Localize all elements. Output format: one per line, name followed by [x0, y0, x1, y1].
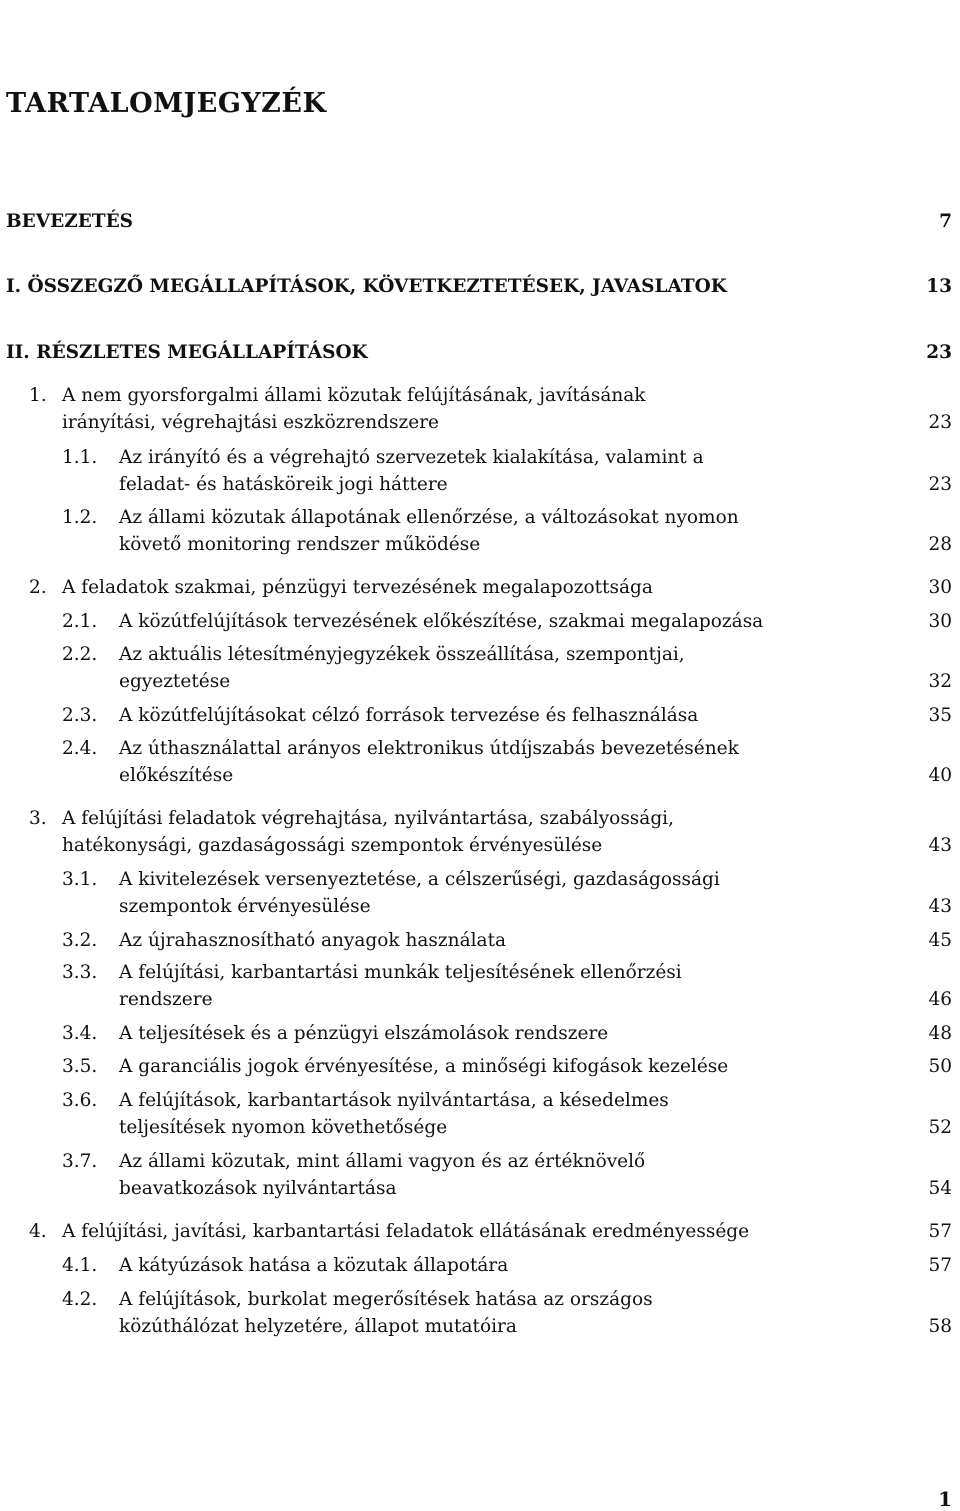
toc-entry-number: 3. [29, 808, 47, 829]
toc-entry-title: Az úthasználattal arányos elektronikus útdíjszabás bevezetésének előkészítése [119, 738, 739, 786]
toc-entry-3-1 [62, 866, 952, 920]
toc-entry-title: Az aktuális létesítményjegyzékek összeállítása, szempontjai, egyeztetése [119, 644, 685, 692]
toc-entry-number: 3.6. [62, 1090, 98, 1111]
toc-entry-page: 58 [928, 1316, 952, 1337]
toc-entry-page: 43 [928, 835, 952, 856]
toc-entry-title: II. RÉSZLETES MEGÁLLAPÍTÁSOK [6, 342, 368, 363]
toc-entry-page: 32 [928, 671, 952, 692]
toc-entry-chapter-ii [6, 339, 952, 366]
toc-entry-3-7 [62, 1148, 952, 1202]
toc-entry-title: A nem gyorsforgalmi állami közutak felújításának, javításának irányítási, végrehajtási eszközrendszere [62, 385, 646, 433]
toc-entry-page: 54 [928, 1178, 952, 1199]
toc-entry-title: A kátyúzások hatása a közutak állapotára [119, 1255, 509, 1276]
toc-entry-title: Az újrahasznosítható anyagok használata [119, 930, 507, 951]
toc-entry-2-4 [62, 735, 952, 789]
toc-entry-page: 13 [926, 276, 952, 297]
toc-entry-number: 4. [29, 1221, 47, 1242]
toc-entry-title: BEVEZETÉS [6, 211, 134, 232]
toc-entry-title: A teljesítések és a pénzügyi elszámolások rendszere [119, 1023, 609, 1044]
toc-entry-title: A garanciális jogok érvényesítése, a minőségi kifogások kezelése [119, 1056, 729, 1077]
toc-entry-title: I. ÖSSZEGZŐ MEGÁLLAPÍTÁSOK, KÖVETKEZTETÉSEK, JAVASLATOK [6, 276, 727, 297]
toc-entry-number: 3.5. [62, 1056, 98, 1077]
toc-entry-title: A kivitelezések versenyeztetése, a célszerűségi, gazdaságossági szempontok érvényesülése [119, 869, 720, 917]
toc-entry-number: 4.1. [62, 1255, 98, 1276]
toc-entry-number: 2.2. [62, 644, 98, 665]
toc-entry-title: A közútfelújítások tervezésének előkészítése, szakmai megalapozása [119, 611, 764, 632]
toc-entry-number: 3.1. [62, 869, 98, 890]
toc-entry-page: 57 [928, 1221, 952, 1242]
toc-entry-4 [29, 1218, 952, 1245]
toc-entry-number: 2.3. [62, 705, 98, 726]
toc-entry-3-5 [62, 1053, 952, 1080]
toc-entry-3-4 [62, 1020, 952, 1047]
toc-entry-title: A felújítási, javítási, karbantartási feladatok ellátásának eredményessége [62, 1221, 750, 1242]
toc-entry-page: 40 [928, 765, 952, 786]
toc-entry-page: 50 [928, 1056, 952, 1077]
toc-entry-title: Az állami közutak állapotának ellenőrzése, a változásokat nyomon követő monitoring rendszer működése [119, 507, 739, 555]
toc-entry-page: 45 [928, 930, 952, 951]
toc-entry-chapter-i [6, 273, 952, 300]
toc-entry-number: 3.3. [62, 962, 98, 983]
toc-entry-2-2 [62, 641, 952, 695]
toc-entry-number: 3.4. [62, 1023, 98, 1044]
toc-entry-number: 2. [29, 577, 47, 598]
toc-entry-title: Az irányító és a végrehajtó szervezetek kialakítása, valamint a feladat- és hatásköreik jogi háttere [119, 447, 704, 495]
toc-entry-number: 3.2. [62, 930, 98, 951]
toc-entry-3-6 [62, 1087, 952, 1141]
toc-entry-bevezetes [6, 208, 952, 235]
toc-entry-number: 2.1. [62, 611, 98, 632]
toc-entry-page: 30 [928, 577, 952, 598]
toc-entry-page: 23 [926, 342, 952, 363]
toc-entry-number: 4.2. [62, 1289, 98, 1310]
toc-entry-page: 48 [928, 1023, 952, 1044]
toc-entry-page: 46 [928, 989, 952, 1010]
toc-entry-page: 52 [928, 1117, 952, 1138]
toc-entry-title: A közútfelújításokat célzó források tervezése és felhasználása [119, 705, 699, 726]
toc-entry-3 [29, 805, 952, 859]
page-title: TARTALOMJEGYZÉK [6, 88, 327, 119]
toc-entry-4-2 [62, 1286, 952, 1340]
toc-entry-page: 30 [928, 611, 952, 632]
toc-entry-number: 2.4. [62, 738, 98, 759]
toc-entry-page: 7 [939, 211, 952, 232]
toc-entry-page: 23 [928, 474, 952, 495]
toc-entry-page: 28 [928, 534, 952, 555]
toc-entry-title: A felújítások, karbantartások nyilvántartása, a késedelmes teljesítések nyomon követhetősége [119, 1090, 669, 1138]
toc-entry-1-1 [62, 444, 952, 498]
toc-entry-title: A feladatok szakmai, pénzügyi tervezésének megalapozottsága [62, 577, 653, 598]
toc-entry-page: 43 [928, 896, 952, 917]
page-number: 1 [938, 1487, 952, 1511]
toc-entry-number: 3.7. [62, 1151, 98, 1172]
toc-entry-number: 1. [29, 385, 47, 406]
toc-entry-title: Az állami közutak, mint állami vagyon és az értéknövelő beavatkozások nyilvántartása [119, 1151, 646, 1199]
toc-entry-page: 57 [928, 1255, 952, 1276]
toc-entry-title: A felújítási, karbantartási munkák teljesítésének ellenőrzési rendszere [119, 962, 682, 1010]
toc-entry-2-3 [62, 702, 952, 729]
toc-entry-1-2 [62, 504, 952, 558]
toc-entry-page: 23 [928, 412, 952, 433]
toc-entry-3-2 [62, 927, 952, 954]
toc-entry-title: A felújítások, burkolat megerősítések hatása az országos közúthálózat helyzetére, állapot mutatóira [119, 1289, 653, 1337]
toc-entry-2 [29, 574, 952, 601]
toc-entry-3-3 [62, 959, 952, 1013]
toc-entry-1 [29, 382, 952, 436]
toc-entry-number: 1.2. [62, 507, 98, 528]
toc-entry-title: A felújítási feladatok végrehajtása, nyilvántartása, szabályossági, hatékonysági, gazdaságossági szempontok érvényesülése [62, 808, 674, 856]
toc-entry-2-1 [62, 608, 952, 635]
toc-entry-4-1 [62, 1252, 952, 1279]
toc-entry-number: 1.1. [62, 447, 98, 468]
toc-entry-page: 35 [928, 705, 952, 726]
